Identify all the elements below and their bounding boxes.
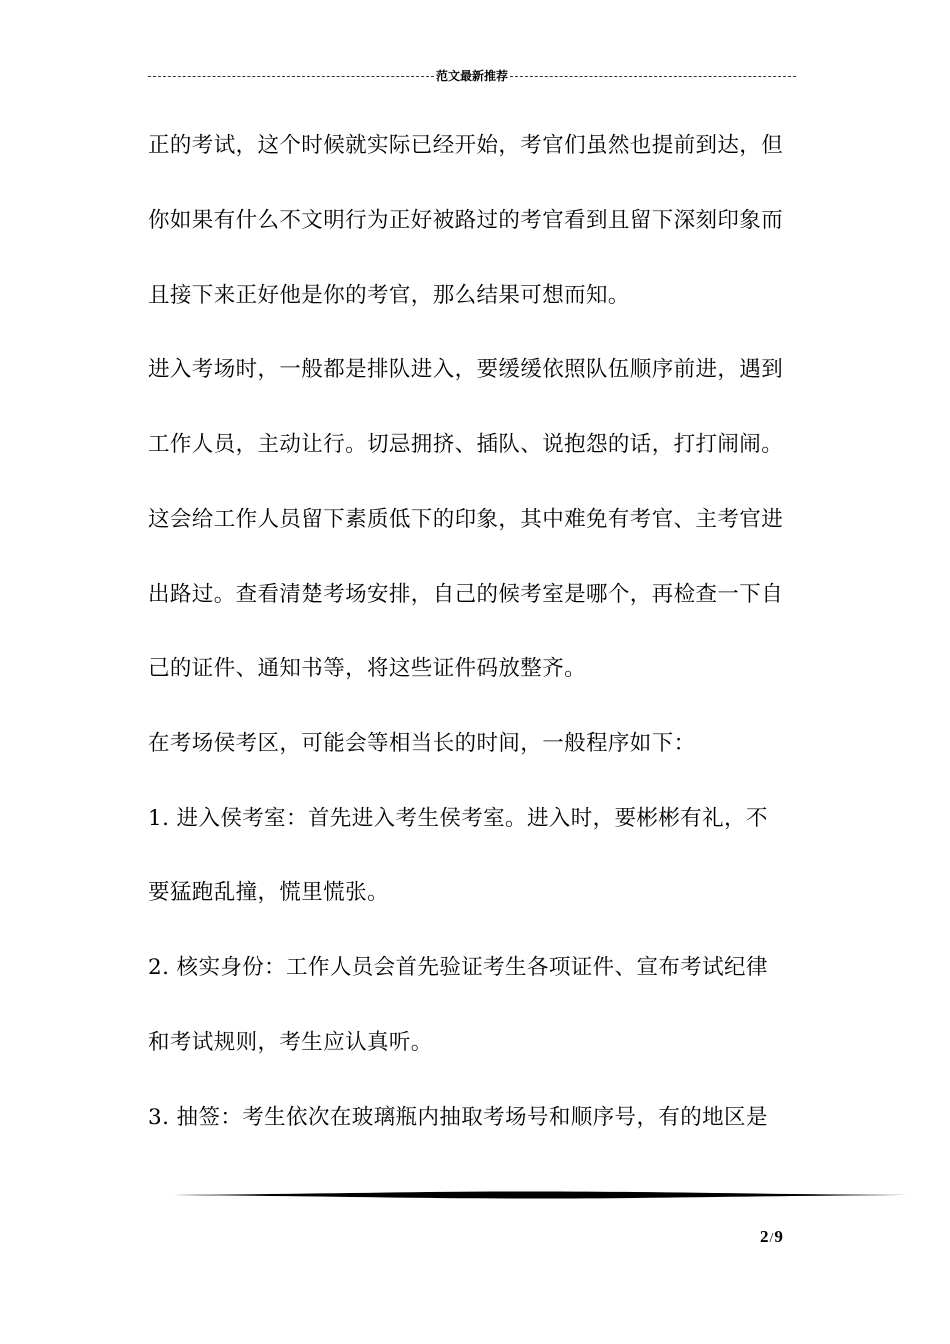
- body-line: 正的考试，这个时候就实际已经开始，考官们虽然也提前到达，但: [148, 133, 784, 158]
- body-line: 出路过。查看清楚考场安排，自己的候考室是哪个，再检查一下自: [148, 582, 784, 607]
- body-line: 且接下来正好他是你的考官，那么结果可想而知。: [148, 283, 630, 308]
- body-line: 己的证件、通知书等，将这些证件码放整齐。: [148, 656, 587, 681]
- page-header: [148, 68, 796, 84]
- body-line: 在考场侯考区，可能会等相当长的时间，一般程序如下：: [148, 731, 696, 756]
- body-line: 你如果有什么不文明行为正好被路过的考官看到且留下深刻印象而: [148, 208, 784, 233]
- header-dashes-right: [510, 76, 796, 77]
- body-line: 2. 核实身份：工作人员会首先验证考生各项证件、宣布考试纪律: [148, 955, 768, 980]
- body-line: 这会给工作人员留下素质低下的印象，其中难免有考官、主考官进: [148, 507, 784, 532]
- page-number: [760, 1226, 820, 1250]
- body-line: 和考试规则，考生应认真听。: [148, 1030, 433, 1055]
- total-pages: 9: [774, 1227, 783, 1246]
- body-line: 进入考场时，一般都是排队进入，要缓缓依照队伍顺序前进，遇到: [148, 357, 784, 382]
- body-line: 工作人员，主动让行。切忌拥挤、插队、说抱怨的话，打打闹闹。: [148, 432, 784, 457]
- body-line: 3. 抽签：考生依次在玻璃瓶内抽取考场号和顺序号，有的地区是: [148, 1105, 768, 1130]
- current-page: 2: [760, 1227, 769, 1246]
- header-dashes-left: [148, 76, 434, 77]
- page-separator: /: [769, 1231, 774, 1246]
- body-line: 要猛跑乱撞，慌里慌张。: [148, 880, 389, 905]
- header-title: 范文最新推荐: [436, 69, 509, 83]
- footer-rule: [160, 1190, 908, 1200]
- body-line: 1. 进入侯考室：首先进入考生侯考室。进入时，要彬彬有礼，不: [148, 806, 768, 831]
